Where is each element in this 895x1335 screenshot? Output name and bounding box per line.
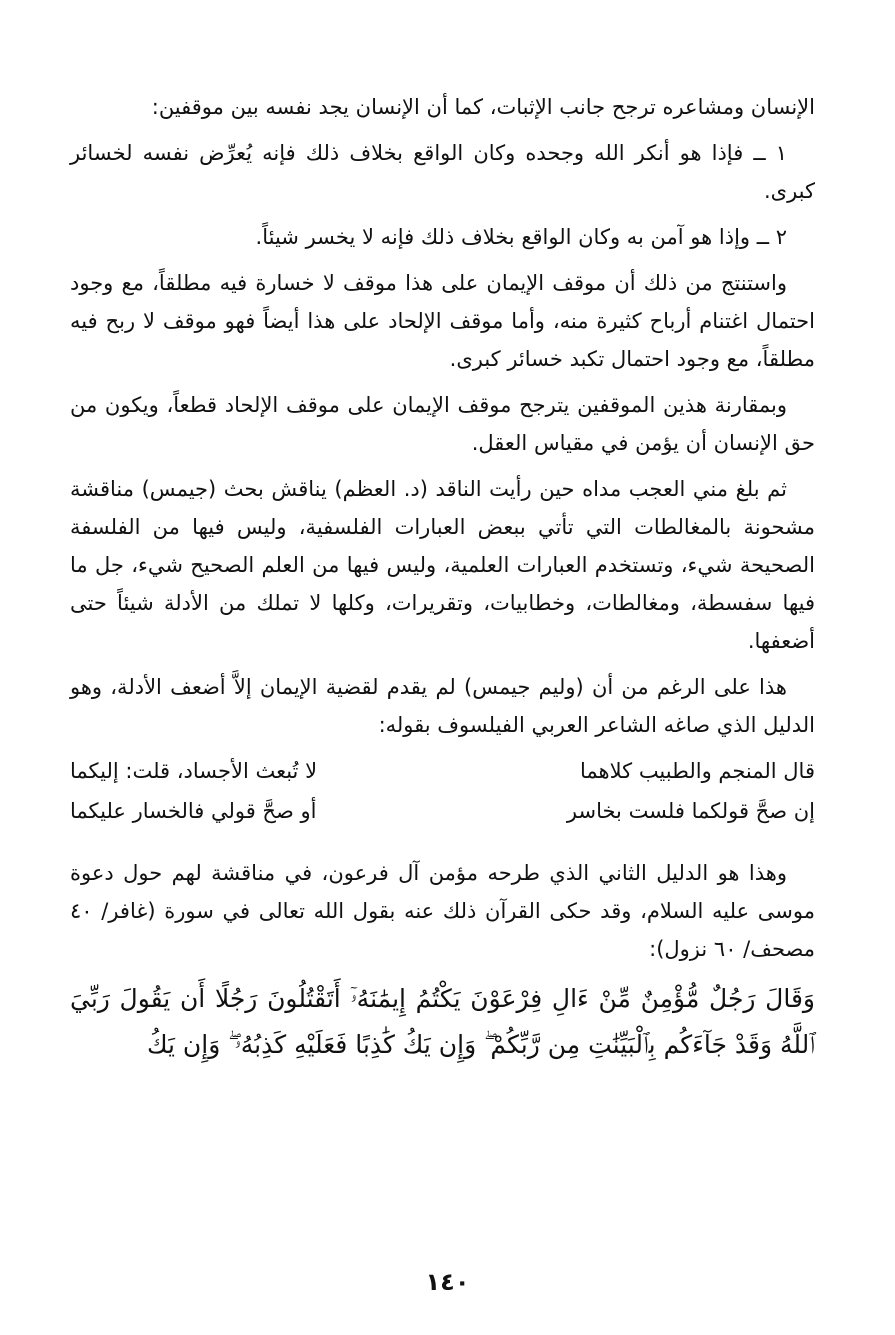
paragraph-comparison: وبمقارنة هذين الموقفين يترجح موقف الإيمان على موقف الإلحاد قطعاً، ويكون من حق الإنسان أن يؤمن في مقياس العقل. (70, 393, 815, 455)
book-page (70, 88, 815, 1076)
spacer (70, 832, 815, 854)
quran-verse: وَقَالَ رَجُلٌ مُّؤْمِنٌ مِّنْ ءَالِ فِرْعَوْنَ يَكْتُمُ إِيمَٰنَهُۥٓ أَتَقْتُلُونَ رَجُلًا أَن يَقُولَ رَبِّيَ ٱللَّهُ وَقَدْ جَآءَكُم بِٱلْبَيِّنَٰتِ مِن رَّبِّكُمْ ۖ وَإِن يَكُ كَٰذِبًا فَعَلَيْهِ كَذِبُهُۥ ۖ وَإِن يَكُ (70, 984, 815, 1059)
list-item-second-position: ٢ ــ وإذا هو آمن به وكان الواقع بخلاف ذلك فإنه لا يخسر شيئاً. (255, 225, 787, 249)
poem-verse (70, 752, 815, 790)
list-item-first-position: ١ ــ فإذا هو أنكر الله وجحده وكان الواقع بخلاف ذلك فإنه يُعرِّض نفسه لخسائر كبرى. (70, 141, 815, 203)
poem-hemistich-right: قال المنجم والطبيب كلاهما (580, 759, 815, 783)
poem-hemistich-right: إن صحَّ قولكما فلست بخاسر (566, 799, 815, 823)
paragraph-william-james: هذا على الرغم من أن (وليم جيمس) لم يقدم لقضية الإيمان إلاَّ أضعف الأدلة، وهو الدليل الذي صاغه الشاعر العربي الفيلسوف بقوله: (70, 675, 815, 737)
paragraph-critique: ثم بلغ مني العجب مداه حين رأيت الناقد (د. العظم) يناقش بحث (جيمس) مناقشة مشحونة بالمغالطات التي تأتي ببعض العبارات الفلسفية، وليس فيها من الفلسفة الصحيحة شيء، وتستخدم العبارات العلمية، وليس فيها من العلم الصحيح شيء، جل ما فيها سفسطة، ومغالطات، وخطابيات، وتقريرات، وكلها لا تملك من الأدلة شيئاً حتى أضعفها. (70, 477, 815, 653)
poem-hemistich-left: لا تُبعث الأجساد، قلت: إليكما (70, 759, 318, 783)
paragraph-pharaoh-believer: وهذا هو الدليل الثاني الذي طرحه مؤمن آل فرعون، في مناقشة لهم حول دعوة موسى عليه السلام، وقد حكى القرآن ذلك عنه بقول الله تعالى في سورة (غافر/ ٤٠ مصحف/ ٦٠ نزول): (70, 861, 815, 961)
paragraph-intro: الإنسان ومشاعره ترجح جانب الإثبات، كما أن الإنسان يجد نفسه بين موقفين: (151, 95, 815, 119)
page-number: ١٤٠ (425, 1268, 470, 1296)
paragraph-conclusion: واستنتج من ذلك أن موقف الإيمان على هذا موقف لا خسارة فيه مطلقاً، مع وجود احتمال اغتنام أرباح كثيرة منه، وأما موقف الإلحاد على هذا أيضاً فهو موقف لا ربح فيه مطلقاً، مع وجود احتمال تكبد خسائر كبرى. (70, 271, 815, 371)
poem-hemistich-left: أو صحَّ قولي فالخسار عليكما (70, 799, 317, 823)
poem (70, 752, 815, 830)
poem-verse (70, 792, 815, 830)
